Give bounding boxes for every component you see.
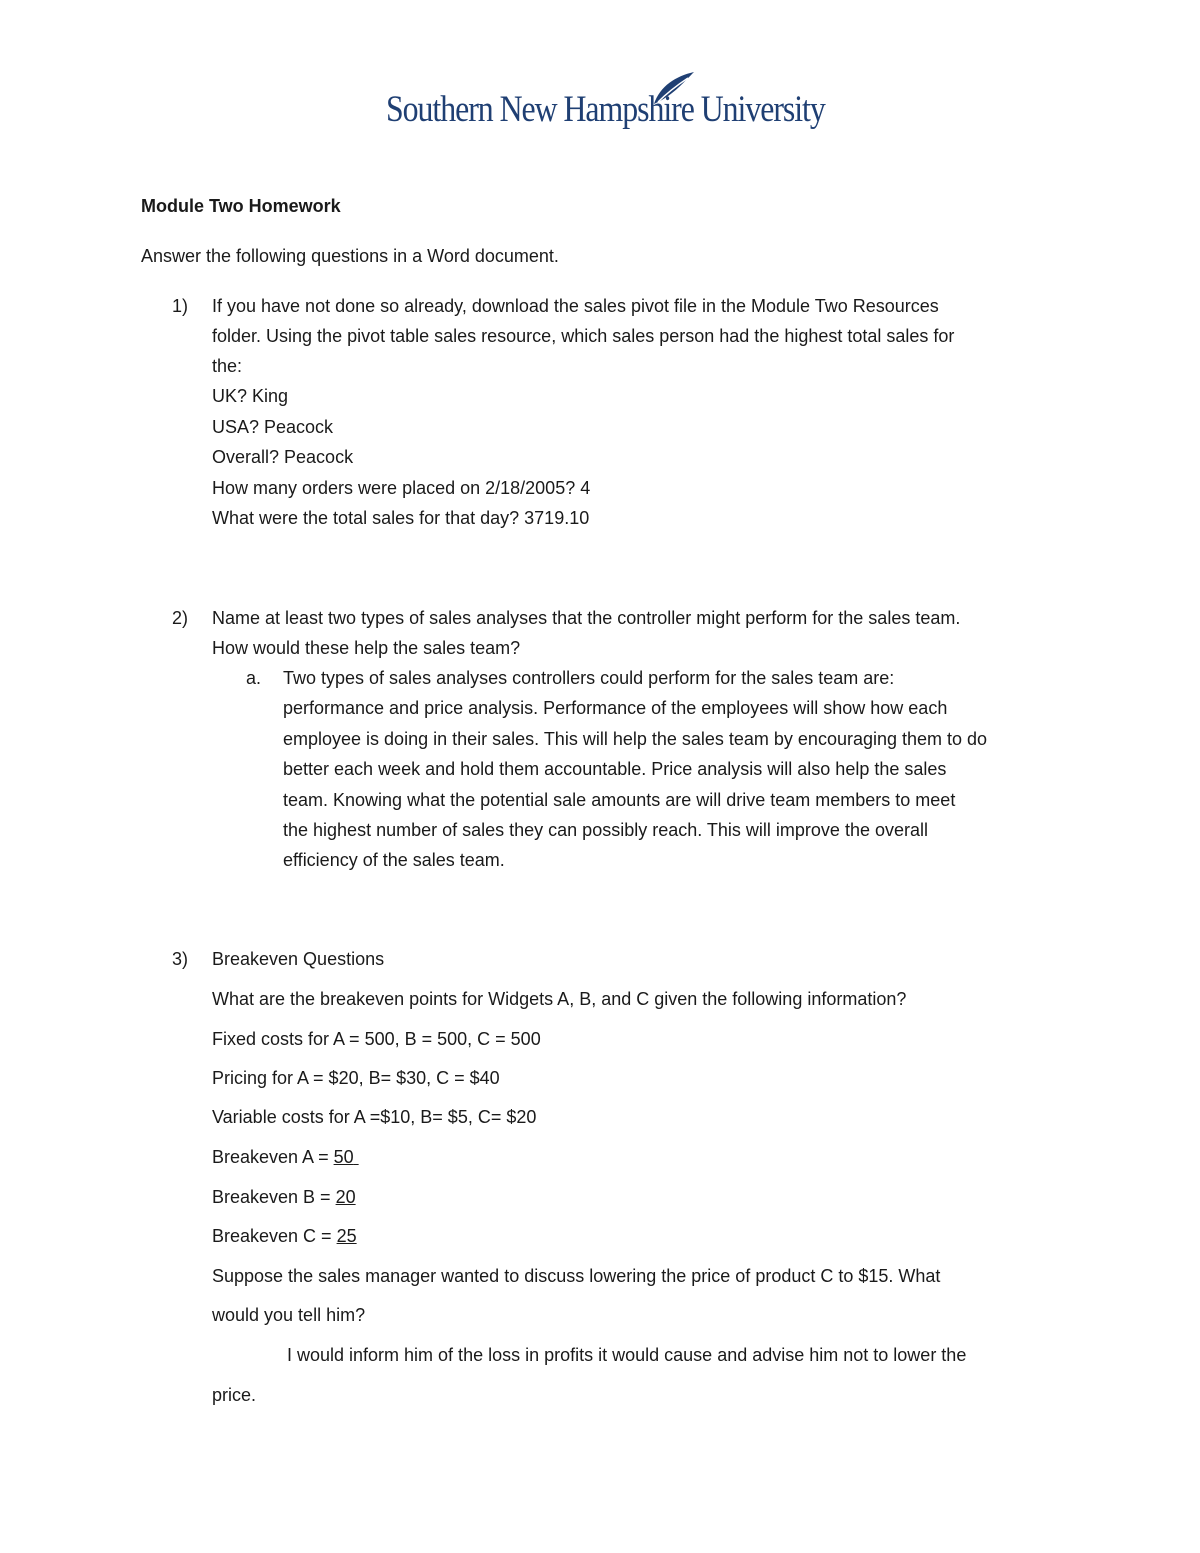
breakeven-c <box>212 1225 357 1247</box>
q3-suppose-line: would you tell him? <box>212 1305 366 1325</box>
q3-number: 3) <box>172 949 189 969</box>
q3-pricing: Pricing for A = $20, B= $30, C = $40 <box>212 1068 500 1088</box>
breakeven-b-value: 20 <box>335 1187 356 1207</box>
q3-variable-costs: Variable costs for A =$10, B= $5, C= $20 <box>212 1107 537 1127</box>
breakeven-a-value: 50 <box>333 1147 354 1167</box>
q1-answer-orders: How many orders were placed on 2/18/2005? 4 <box>212 478 591 498</box>
breakeven-c-value: 25 <box>336 1226 357 1246</box>
q2-line: How would these help the sales team? <box>212 638 521 658</box>
q1-answer-uk: UK? King <box>212 386 289 406</box>
q1-answer-overall: Overall? Peacock <box>212 447 354 467</box>
q3-answer-line: price. <box>212 1385 257 1405</box>
q1-line: the: <box>212 356 243 376</box>
q1-line: folder. Using the pivot table sales resource, which sales person had the highest total sales for <box>212 326 955 346</box>
q1-answer-usa: USA? Peacock <box>212 417 334 437</box>
feather-leaf-icon <box>636 70 696 110</box>
q2-answer-line: employee is doing in their sales. This will help the sales team by encouraging them to do <box>283 729 988 749</box>
q1-number: 1) <box>172 296 189 316</box>
q3-heading: Breakeven Questions <box>212 949 385 969</box>
q3-answer-line: I would inform him of the loss in profits it would cause and advise him not to lower the <box>287 1345 967 1365</box>
q1-answer-total: What were the total sales for that day? 3719.10 <box>212 508 590 528</box>
q2-answer-line: the highest number of sales they can possibly reach. This will improve the overall <box>283 820 928 840</box>
q2-answer-line: Two types of sales analyses controllers could perform for the sales team are: <box>283 668 895 688</box>
breakeven-a <box>212 1146 359 1168</box>
instructions-text: Answer the following questions in a Word document. <box>141 246 559 266</box>
breakeven-c-label: Breakeven C = <box>212 1226 337 1246</box>
q2-answer-line: team. Knowing what the potential sale amounts are will drive team members to meet <box>283 790 956 810</box>
q1-line: If you have not done so already, download the sales pivot file in the Module Two Resources <box>212 296 939 316</box>
q2-answer-line: efficiency of the sales team. <box>283 850 505 870</box>
q3-question: What are the breakeven points for Widgets A, B, and C given the following information? <box>212 989 907 1009</box>
q2-line: Name at least two types of sales analyses that the controller might perform for the sales team. <box>212 608 961 628</box>
breakeven-b-label: Breakeven B = <box>212 1187 336 1207</box>
q3-fixed-costs: Fixed costs for A = 500, B = 500, C = 500 <box>212 1029 541 1049</box>
page-title: Module Two Homework <box>141 196 341 216</box>
breakeven-a-label: Breakeven A = <box>212 1147 334 1167</box>
university-logo <box>386 70 825 140</box>
q2-answer-line: better each week and hold them accountable. Price analysis will also help the sales <box>283 759 947 779</box>
q3-suppose-line: Suppose the sales manager wanted to discuss lowering the price of product C to $15. What <box>212 1266 941 1286</box>
logo-text: Southern New Hampshire University <box>386 89 825 130</box>
breakeven-b <box>212 1186 356 1208</box>
q2-sub-letter: a. <box>246 668 262 688</box>
q2-answer-line: performance and price analysis. Performance of the employees will show how each <box>283 698 948 718</box>
q2-number: 2) <box>172 608 189 628</box>
